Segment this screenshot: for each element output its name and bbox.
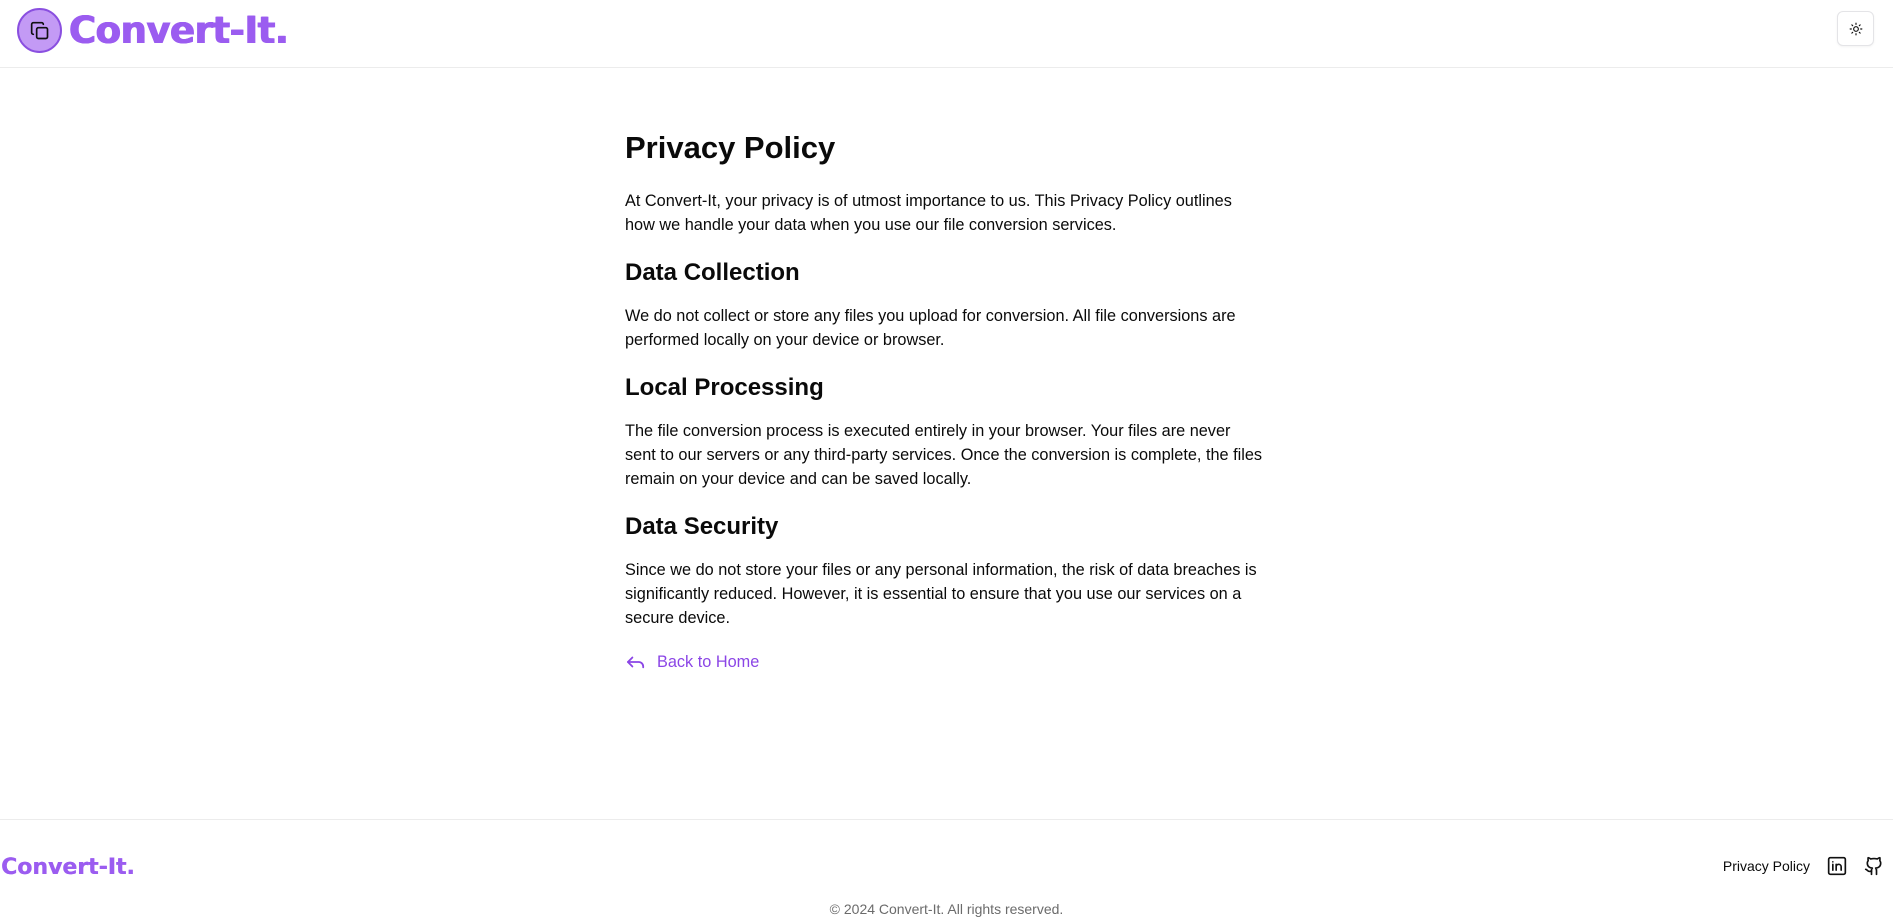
section-body-data-collection: We do not collect or store any files you upload for conversion. All file conversions are performed locally on your device or browser. <box>625 307 1236 349</box>
section-body-data-security: Since we do not store your files or any personal information, the risk of data breaches is significantly reduced. However, it is essential to ensure that you use our services on a secure device. <box>625 561 1257 627</box>
linkedin-icon <box>1827 856 1847 876</box>
intro-paragraph: At Convert-It, your privacy is of utmost importance to us. This Privacy Policy outlines how we handle your data when you use our file conversion services. <box>625 192 1232 234</box>
section-heading-data-security: Data Security <box>625 513 779 540</box>
return-arrow-icon <box>625 653 647 671</box>
sun-icon <box>1849 22 1863 36</box>
github-link[interactable] <box>1864 856 1884 876</box>
logo-badge[interactable] <box>17 8 62 53</box>
footer-links <box>1723 856 1884 876</box>
site-footer <box>0 819 1893 924</box>
copyright-text: © 2024 Convert-It. All rights reserved. <box>829 901 1064 917</box>
footer-privacy-link[interactable]: Privacy Policy <box>1722 858 1810 874</box>
section-heading-local-processing: Local Processing <box>625 374 824 401</box>
page-title: Privacy Policy <box>625 130 836 165</box>
linkedin-link[interactable] <box>1827 856 1847 876</box>
section-heading-data-collection: Data Collection <box>625 259 800 286</box>
site-header <box>0 0 1893 68</box>
back-to-home-link[interactable] <box>625 650 1265 674</box>
section-body-local-processing: The file conversion process is executed entirely in your browser. Your files are never sent to our servers or any third-party services. Once the conversion is complete, the files remain on your device and can be saved locally. <box>625 422 1263 488</box>
copy-icon <box>30 21 50 41</box>
theme-toggle-button[interactable] <box>1837 11 1874 46</box>
privacy-content <box>625 128 1265 674</box>
footer-logo[interactable]: Convert-It. <box>1 855 135 880</box>
back-link-label: Back to Home <box>657 653 760 671</box>
github-icon <box>1864 856 1884 876</box>
logo-text[interactable]: Convert-It. <box>69 9 289 52</box>
